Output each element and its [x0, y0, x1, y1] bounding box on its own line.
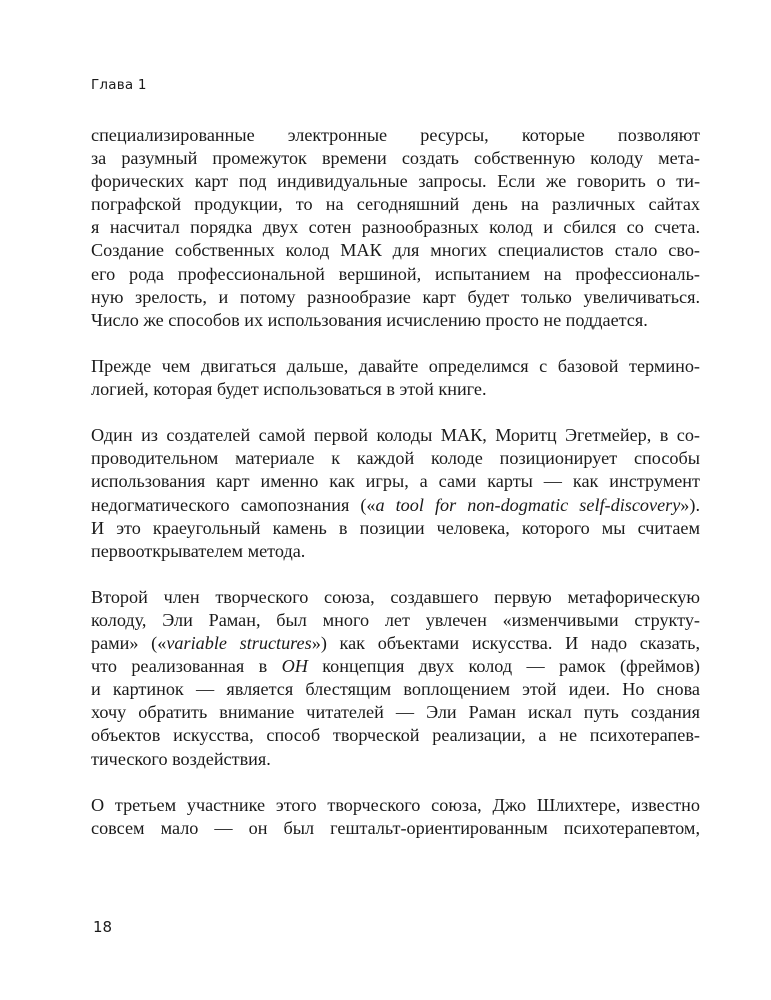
- text-line: использования карт именно как игры, а сами карты — как инструмент: [91, 471, 700, 492]
- text-line: Создание собственных колод МАК для многих специалистов стало сво-: [91, 240, 700, 261]
- text-fragment: концепция двух колод — рамок (фреймов): [307, 656, 700, 677]
- text-line: О третьем участнике этого творческого союза, Джо Шлихтере, известно: [91, 794, 700, 815]
- paragraph-4: [91, 586, 700, 771]
- text-line: Один из создателей самой первой колоды МАК, Моритц Эгетмейер, в со-: [91, 425, 700, 446]
- running-head: Глава 1: [91, 77, 147, 93]
- text-line: и картинок — является блестящим воплощением этой идеи. Но снова: [91, 679, 700, 700]
- text-line: совсем мало — он был гештальт-ориентированным психотерапевтом,: [91, 817, 700, 838]
- text-line: объектов искусства, способ творческой реализации, а не психотерапев-: [91, 725, 700, 746]
- text-line: [91, 655, 700, 678]
- text-fragment: рами» («: [91, 633, 167, 654]
- text-line: его рода профессиональной вершиной, испытанием на профессиональ-: [91, 263, 700, 284]
- italic-title: OH: [281, 656, 308, 677]
- text-line: [91, 494, 700, 517]
- paragraph-1: [91, 124, 700, 332]
- paragraph-3: [91, 424, 700, 563]
- text-fragment: недогматического самопознания («: [91, 494, 376, 515]
- text-line: И это краеугольный камень в позиции человека, которого мы считаем: [91, 517, 700, 538]
- text-line: проводительном материале к каждой колоде позиционирует способы: [91, 448, 700, 469]
- body-text: [91, 124, 700, 863]
- text-line: колоду, Эли Раман, был много лет увлечен «изменчивыми структу-: [91, 609, 700, 630]
- paragraph-5: [91, 794, 700, 840]
- text-line: пографской продукции, то на сегодняшний день на различных сайтах: [91, 194, 700, 215]
- text-line: за разумный промежуток времени создать собственную колоду мета-: [91, 148, 700, 169]
- italic-quote: a tool for non-dogmatic self-discovery: [375, 494, 681, 515]
- italic-quote: variable structures: [166, 633, 312, 654]
- text-fragment: »).: [680, 494, 700, 515]
- text-fragment: что реализованная в: [91, 656, 282, 677]
- text-line: специализированные электронные ресурсы, которые позволяют: [91, 125, 700, 145]
- text-line: [91, 632, 700, 655]
- text-line: Число же способов их использования исчислению просто не поддается.: [91, 309, 648, 330]
- page-number: 18: [93, 918, 113, 936]
- text-line: тического воздействия.: [91, 748, 271, 769]
- text-line: я насчитал порядка двух сотен разнообразных колод и сбился со счета.: [91, 217, 700, 238]
- text-fragment: ») как объектами искусства. И надо сказать,: [311, 633, 700, 654]
- text-line: Второй член творческого союза, создавшего первую метафорическую: [91, 586, 700, 607]
- paragraph-2: [91, 355, 700, 401]
- text-line: хочу обратить внимание читателей — Эли Раман искал путь создания: [91, 702, 700, 723]
- text-line: форических карт под индивидуальные запросы. Если же говорить о ти-: [91, 171, 700, 192]
- text-line: Прежде чем двигаться дальше, давайте определимся с базовой термино-: [91, 355, 700, 376]
- text-line: логией, которая будет использоваться в этой книге.: [91, 379, 487, 400]
- text-line: ную зрелость, и потому разнообразие карт будет только увеличиваться.: [91, 286, 700, 307]
- text-line: первооткрывателем метода.: [91, 540, 306, 561]
